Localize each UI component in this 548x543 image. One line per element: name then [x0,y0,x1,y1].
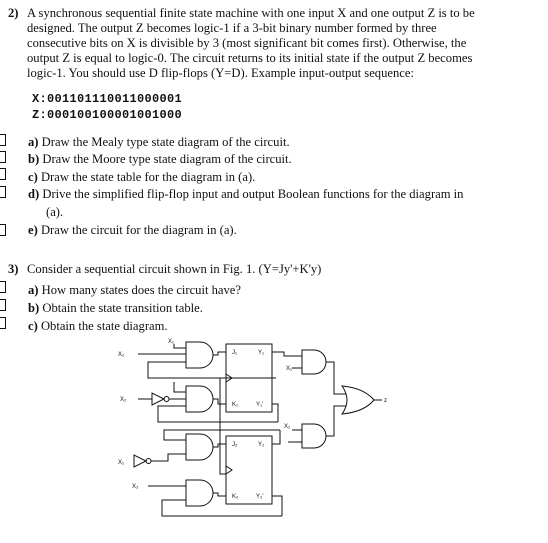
label-z: z [384,398,387,404]
q2-item-a [28,135,290,150]
q2-item-b [28,152,292,167]
item-label: b) [28,152,40,166]
margin-bracket [0,186,6,198]
q2-intro-line-1: A synchronous sequential finite state machine with one input X and one output Z is to be [27,6,475,20]
z-sequence: Z:000100100001001000 [32,108,183,122]
margin-bracket [0,299,6,311]
q2-intro-line-3: consecutive bits on X is divisible by 3 (most significant bit comes first). Otherwise, the [27,36,467,50]
q2-number: 2) [8,6,19,20]
q2-intro-line-4: output Z is equal to logic-0. The circuit returns to its initial state if the output Z becomes [27,51,473,65]
q3-item-b [28,301,203,316]
label-x2d: X₂ [284,424,291,430]
q2-item-d [28,187,463,202]
q2-intro-line-5: logic-1. You should use D flip-flops (Y=D). Example input-output sequence: [27,66,414,80]
item-label: b) [28,301,40,315]
item-text: Drive the simplified flip-flop input and output Boolean functions for the diagram in [42,187,464,201]
margin-bracket [0,168,6,180]
item-label: c) [28,319,38,333]
label-x1: X₁ [168,339,175,345]
circuit-wires [138,344,382,516]
item-text: Draw the Moore type state diagram of the circuit. [42,152,292,166]
item-label: c) [28,170,38,184]
label-k2: K₂ [232,494,239,500]
q2-intro-line-2: designed. The output Z becomes logic-1 if a 3-bit binary number formed by three [27,21,437,35]
q3-item-a [28,283,241,298]
item-text: Draw the state table for the diagram in (a). [40,170,256,184]
label-x1b: X₁ [118,460,125,466]
item-text: Draw the Mealy type state diagram of the circuit. [41,135,290,149]
label-y2n: Y₂' [256,494,264,500]
and-gate-3 [186,434,213,460]
item-label: e) [28,223,38,237]
label-x2c: X₂ [132,484,139,490]
output-or-gate [342,386,374,414]
q3-intro: Consider a sequential circuit shown in Fig. 1. (Y=Jy'+K'y) [27,262,322,276]
item-text: Draw the circuit for the diagram in (a). [40,223,237,237]
label-x1c: X₁ [286,366,293,372]
item-label: a) [28,135,39,149]
label-j1: J₁ [232,350,238,356]
q2-item-c [28,170,255,185]
item-text: Obtain the state diagram. [40,319,168,333]
q2-item-d-cont: (a). [46,205,64,219]
label-k1: K₁ [232,402,239,408]
circuit-diagram [108,336,398,538]
x-sequence: X:001101110011000001 [32,92,183,106]
margin-bracket [0,317,6,329]
q2-item-e [28,223,237,238]
and-gate-1 [186,342,213,368]
not-gate-x1 [134,455,151,467]
output-and-gate-2 [302,424,326,448]
label-y1: Y₁ [258,350,265,356]
margin-bracket [0,281,6,293]
item-text: Obtain the state transition table. [42,301,203,315]
q3-item-c [28,319,168,334]
item-label: a) [28,283,39,297]
and-gate-4 [186,480,213,506]
label-x2: X₂ [118,352,125,358]
label-j2: J₂ [232,442,238,448]
output-and-gate-1 [302,350,326,374]
not-gate-x2 [152,393,169,405]
label-x2b: X₂ [120,397,127,403]
margin-bracket [0,134,6,146]
margin-bracket [0,151,6,163]
q3-number: 3) [8,262,19,276]
item-text: How many states does the circuit have? [41,283,241,297]
margin-bracket [0,224,6,236]
and-gate-2 [186,386,213,412]
label-y2: Y₂ [258,442,265,448]
label-y1n: Y₁' [256,402,264,408]
item-label: d) [28,187,40,201]
